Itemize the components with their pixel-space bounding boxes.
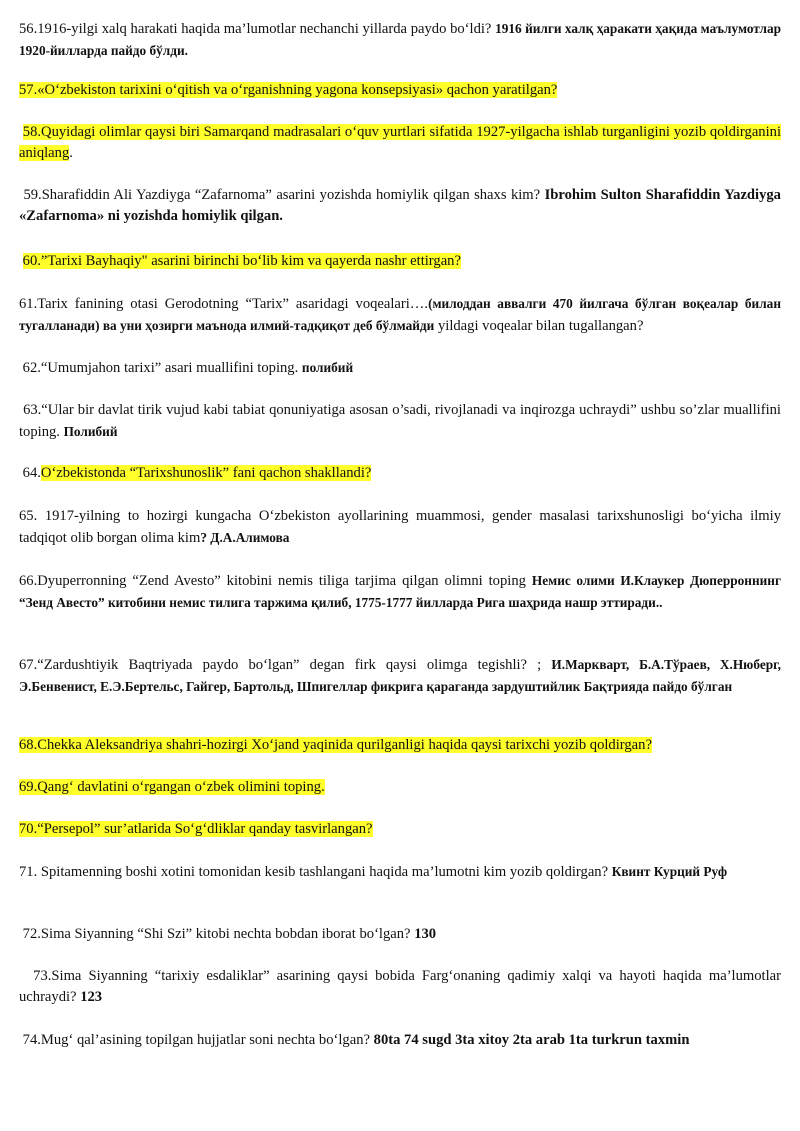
question-number: 64.: [22, 465, 41, 481]
answer-text: 80ta 74 sugd 3ta xitoy 2ta arab 1ta turkrun taxmin: [373, 1032, 690, 1048]
answer-text: Ibrohim Sulton Sharafiddin Yazdiyga «Zafarnoma» ni yozishda homiylik qilgan.: [19, 187, 781, 224]
question-text: 72.Sima Siyanning “Shi Szi” kitobi nechta bobdan iborat bo‘lgan?: [22, 926, 415, 942]
question-65: [19, 506, 781, 549]
question-text: 62.“Umumjahon tarixi” asari muallifini toping.: [22, 360, 302, 376]
question-59: [19, 185, 781, 227]
question-text-highlighted: 58.Quyidagi olimlar qaysi biri Samarqand madrasalari o‘quv yurtlari sifatida 1927-yilgacha ishlab turganligini yozib qoldirganini aniqlang: [19, 124, 781, 161]
question-text-highlighted: 69.Qang‘ davlatini o‘rgangan o‘zbek olimini toping.: [19, 779, 325, 795]
question-text-highlighted: 70.“Persepol” sur’atlarida So‘g‘dliklar qanday tasvirlangan?: [19, 821, 373, 837]
question-text: 59.Sharafiddin Ali Yazdiyga “Zafarnoma” asarini yozishda homiylik qilgan shaxs kim?: [23, 187, 545, 203]
question-72: [19, 924, 781, 945]
question-text: 66.Dyuperronning “Zend Avesto” kitobini nemis tiliga tarjima qilgan olimni toping: [19, 573, 532, 589]
question-text: 74.Mug‘ qal’asining topilgan hujjatlar soni nechta bo‘lgan?: [22, 1032, 374, 1048]
question-text-highlighted: 60.”Tarixi Bayhaqiy" asarini birinchi bo‘lib kim va qayerda nashr ettirgan?: [22, 253, 461, 269]
question-70: [19, 819, 781, 840]
question-text: 61.Tarix fanining otasi Gerodotning “Tarix” asaridagi voqealari….: [19, 296, 429, 312]
answer-text: полибий: [301, 360, 354, 375]
question-text: 63.“Ular bir davlat tirik vujud kabi tabiat qonuniyatiga asosan o’sadi, rivojlanadi va inqirozga uchraydi” ushbu so’zlar muallifini toping.: [19, 402, 781, 440]
answer-text: Квинт Курций Руф: [611, 864, 728, 879]
answer-text: Полибий: [63, 424, 118, 439]
answer-text: 123: [80, 989, 103, 1005]
question-61: [19, 293, 781, 337]
question-62: [19, 357, 781, 379]
question-60: [19, 251, 781, 272]
answer-text: Немис олими И.Клаукер Дюперроннинг “Зенд Авесто” китобини немис тилига таржима қилиб, 1775-1777 йилларда Рига шаҳрида нашр эттиради..: [19, 573, 781, 610]
answer-text: 1916 йилги халқ ҳаракати ҳақида маълумотлар 1920-йилларда пайдо бўлди.: [19, 21, 782, 58]
answer-text: ? Д.А.Алимова: [200, 530, 290, 545]
question-text-highlighted: 68.Chekka Aleksandriya shahri-hozirgi Xo‘jand yaqinida qurilganligi haqida qaysi tarixchi yozib qoldirgan?: [19, 737, 652, 753]
answer-text: 130: [414, 926, 437, 942]
question-text: 65. 1917-yilning to hozirgi kungacha O‘zbekiston ayollarining muammosi, gender masalasi tarixshunosligi bo‘yicha ilmiy tadqiqot olib borgan olima kim: [19, 508, 781, 546]
question-66: [19, 570, 781, 614]
question-67: [19, 654, 781, 698]
question-text-highlighted: O‘zbekistonda “Tarixshunoslik” fani qachon shakllandi?: [40, 465, 372, 481]
question-text: 67.“Zardushtiyik Baqtriyada paydo bo‘lgan” degan firk qaysi olimga tegishli? ;: [19, 657, 552, 673]
question-56: [19, 18, 781, 62]
question-text: 73.Sima Siyanning “tarixiy esdaliklar” asarining qaysi bobida Farg‘onaning qadimiy xalqi va hayoti haqida ma’lumotlar uchraydi?: [19, 968, 781, 1005]
question-69: [19, 777, 781, 798]
answer-text: И.Маркварт, Б.А.Тўраев, Х.Нюберг, Э.Бенвенист, Е.Э.Бертельс, Гайгер, Бартольд, Шпигеллар фикрига қараганда зардуштийлик Бақтрияда пайдо бўлган: [19, 657, 781, 694]
question-63: [19, 400, 781, 443]
question-64: [19, 463, 781, 484]
question-57: [19, 80, 781, 101]
question-58: [19, 122, 781, 164]
question-73: [19, 966, 781, 1008]
question-text: 71. Spitamenning boshi xotini tomonidan kesib tashlangani haqida ma’lumotni kim yozib qoldirgan?: [19, 864, 612, 880]
question-tail: .: [69, 145, 73, 161]
question-text: 56.1916-yilgi xalq harakati haqida ma’lumotlar nechanchi yillarda paydo bo‘ldi?: [19, 21, 496, 37]
question-74: [19, 1030, 781, 1051]
answer-text: (милоддан аввалги 470 йилгача бўлган воқеалар билан тугалланади) ва уни ҳозирги маънода илмий-тадқиқот деб бўлмайди: [19, 296, 781, 333]
question-68: [19, 735, 781, 756]
question-text-highlighted: 57.«O‘zbekiston tarixini o‘qitish va o‘rganishning yagona konsepsiyasi» qachon yaratilgan?: [19, 82, 558, 98]
question-tail: yildagi voqealar bilan tugallangan?: [434, 318, 644, 334]
question-71: [19, 861, 781, 883]
